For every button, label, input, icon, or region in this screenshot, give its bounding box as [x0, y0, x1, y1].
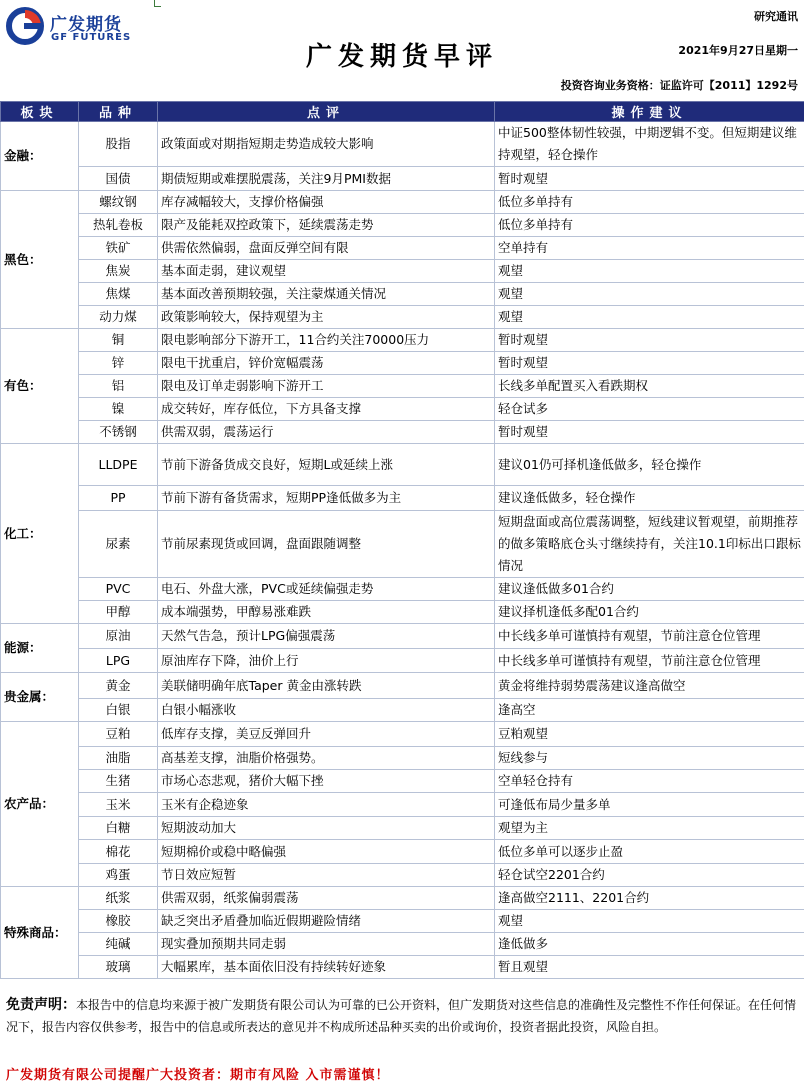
product-cell: 铝 — [79, 375, 158, 398]
advice-cell: 观望 — [495, 283, 804, 306]
sector-cell: 金融： — [1, 122, 79, 191]
table-row — [1, 167, 804, 191]
table-row — [1, 770, 804, 793]
column-header-comment: 点评 — [158, 102, 495, 122]
advice-cell: 观望 — [495, 910, 804, 933]
product-cell: 白糖 — [79, 817, 158, 840]
product-cell: 鸡蛋 — [79, 864, 158, 887]
table-row — [1, 398, 804, 421]
product-cell: 生猪 — [79, 770, 158, 793]
comment-cell: 节前下游备货成交良好，短期L或延续上涨 — [158, 444, 495, 486]
advice-cell: 建议择机逢低多配01合约 — [495, 601, 804, 624]
comment-cell: 基本面走弱，建议观望 — [158, 260, 495, 283]
license-info: 投资咨询业务资格：证监许可【2011】1292号 — [560, 79, 798, 92]
product-cell: 焦煤 — [79, 283, 158, 306]
product-cell: 股指 — [79, 122, 158, 167]
risk-warning: 广发期货有限公司提醒广大投资者：期市有风险 入市需谨慎！ — [6, 1068, 390, 1083]
advice-cell: 逢高空 — [495, 699, 804, 722]
comment-cell: 原油库存下降，油价上行 — [158, 649, 495, 673]
product-cell: 镍 — [79, 398, 158, 421]
comment-cell: 成交转好，库存低位，下方具备支撑 — [158, 398, 495, 421]
comment-cell: 节日效应短暂 — [158, 864, 495, 887]
sector-cell: 能源： — [1, 624, 79, 673]
advice-cell: 低位多单持有 — [495, 191, 804, 214]
product-cell: 橡胶 — [79, 910, 158, 933]
table-row — [1, 864, 804, 887]
comment-cell: 期债短期或难摆脱震荡，关注9月PMI数据 — [158, 167, 495, 191]
table-row — [1, 840, 804, 864]
comment-cell: 供需双弱，震荡运行 — [158, 421, 495, 444]
disclaimer-label: 免责声明： — [6, 997, 76, 1013]
comment-cell: 高基差支撑，油脂价格强势。 — [158, 747, 495, 770]
comment-cell: 美联储明确年底Taper 黄金由涨转跌 — [158, 673, 495, 699]
product-cell: 国债 — [79, 167, 158, 191]
table-row — [1, 237, 804, 260]
table-row — [1, 260, 804, 283]
table-row — [1, 511, 804, 578]
product-cell: 螺纹钢 — [79, 191, 158, 214]
comment-cell: 限电干扰重启，锌价宽幅震荡 — [158, 352, 495, 375]
product-cell: LPG — [79, 649, 158, 673]
column-header-product: 品种 — [79, 102, 158, 122]
table-row — [1, 910, 804, 933]
advice-cell: 短期盘面或高位震荡调整，短线建议暂观望，前期推荐的做多策略底仓头寸继续持有，关注10.1印标出口跟标情况 — [495, 511, 804, 578]
comment-cell: 成本端强势，甲醇易涨难跌 — [158, 601, 495, 624]
table-row — [1, 956, 804, 979]
advice-cell: 建议逢低做多，轻仓操作 — [495, 486, 804, 511]
disclaimer — [6, 994, 800, 1038]
table-row — [1, 444, 804, 486]
advice-cell: 观望 — [495, 260, 804, 283]
table-row — [1, 699, 804, 722]
comment-cell: 库存减幅较大，支撑价格偏强 — [158, 191, 495, 214]
product-cell: 白银 — [79, 699, 158, 722]
sector-cell: 农产品： — [1, 722, 79, 887]
table-row — [1, 375, 804, 398]
table-row — [1, 649, 804, 673]
table-row — [1, 887, 804, 910]
comment-cell: 缺乏突出矛盾叠加临近假期避险情绪 — [158, 910, 495, 933]
advice-cell: 豆粕观望 — [495, 722, 804, 747]
advice-cell: 观望 — [495, 306, 804, 329]
column-header-sector: 板块 — [1, 102, 79, 122]
product-cell: 油脂 — [79, 747, 158, 770]
comment-cell: 现实叠加预期共同走弱 — [158, 933, 495, 956]
product-cell: PVC — [79, 578, 158, 601]
advice-cell: 逢高做空2111、2201合约 — [495, 887, 804, 910]
disclaimer-text: 本报告中的信息均来源于被广发期货有限公司认为可靠的已公开资料，但广发期货对这些信息的准确性及完整性不作任何保证。在任何情况下，报告内容仅供参考，报告中的信息或所表达的意见并不构成所述品种买卖的出价或询价，投资者据此投资，风险自担。 — [6, 998, 797, 1034]
comment-cell: 供需依然偏弱，盘面反弹空间有限 — [158, 237, 495, 260]
table-row — [1, 747, 804, 770]
product-cell: 热轧卷板 — [79, 214, 158, 237]
comment-cell: 玉米有企稳迹象 — [158, 793, 495, 817]
advice-cell: 可逢低布局少量多单 — [495, 793, 804, 817]
product-cell: LLDPE — [79, 444, 158, 486]
table-row — [1, 817, 804, 840]
table-row — [1, 283, 804, 306]
product-cell: 动力煤 — [79, 306, 158, 329]
product-cell: PP — [79, 486, 158, 511]
sector-cell: 贵金属： — [1, 673, 79, 722]
comment-cell: 政策影响较大，保持观望为主 — [158, 306, 495, 329]
product-cell: 纸浆 — [79, 887, 158, 910]
advice-cell: 短线参与 — [495, 747, 804, 770]
comment-cell: 白银小幅涨收 — [158, 699, 495, 722]
advice-cell: 暂时观望 — [495, 352, 804, 375]
advice-cell: 建议01仍可择机逢低做多，轻仓操作 — [495, 444, 804, 486]
table-header-row — [1, 102, 804, 122]
advice-cell: 轻仓试多 — [495, 398, 804, 421]
corner-mark — [154, 0, 161, 7]
product-cell: 原油 — [79, 624, 158, 649]
sector-cell: 化工： — [1, 444, 79, 624]
table-row — [1, 352, 804, 375]
sector-cell: 黑色： — [1, 191, 79, 329]
advice-cell: 暂且观望 — [495, 956, 804, 979]
report-date: 2021年9月27日星期一 — [678, 44, 798, 57]
product-cell: 甲醇 — [79, 601, 158, 624]
advice-cell: 中长线多单可谨慎持有观望，节前注意仓位管理 — [495, 649, 804, 673]
advice-cell: 轻仓试空2201合约 — [495, 864, 804, 887]
sector-cell: 特殊商品： — [1, 887, 79, 979]
table-row — [1, 793, 804, 817]
product-cell: 锌 — [79, 352, 158, 375]
product-cell: 纯碱 — [79, 933, 158, 956]
comment-cell: 节前尿素现货或回调，盘面跟随调整 — [158, 511, 495, 578]
product-cell: 铜 — [79, 329, 158, 352]
page-title: 广发期货早评 — [305, 42, 498, 72]
table-row — [1, 214, 804, 237]
table-row — [1, 306, 804, 329]
product-cell: 尿素 — [79, 511, 158, 578]
comment-cell: 天然气告急，预计LPG偏强震荡 — [158, 624, 495, 649]
table-row — [1, 122, 804, 167]
product-cell: 黄金 — [79, 673, 158, 699]
table-row — [1, 673, 804, 699]
table-row — [1, 486, 804, 511]
advice-cell: 低位多单可以逐步止盈 — [495, 840, 804, 864]
advice-cell: 暂时观望 — [495, 329, 804, 352]
advice-cell: 逢低做多 — [495, 933, 804, 956]
advice-cell: 暂时观望 — [495, 167, 804, 191]
product-cell: 铁矿 — [79, 237, 158, 260]
logo-english-name: GF FUTURES — [51, 32, 132, 43]
comment-cell: 政策面或对期指短期走势造成较大影响 — [158, 122, 495, 167]
comment-cell: 限电影响部分下游开工，11合约关注70000压力 — [158, 329, 495, 352]
sector-cell: 有色： — [1, 329, 79, 444]
comment-cell: 限电及订单走弱影响下游开工 — [158, 375, 495, 398]
table-row — [1, 191, 804, 214]
product-cell: 玉米 — [79, 793, 158, 817]
commentary-table — [0, 101, 804, 979]
product-cell: 棉花 — [79, 840, 158, 864]
logo-chinese-name: 广发期货 — [50, 15, 122, 35]
comment-cell: 节前下游有备货需求，短期PP逢低做多为主 — [158, 486, 495, 511]
comment-cell: 大幅累库，基本面依旧没有持续转好迹象 — [158, 956, 495, 979]
table-row — [1, 329, 804, 352]
comment-cell: 市场心态悲观，猪价大幅下挫 — [158, 770, 495, 793]
advice-cell: 中长线多单可谨慎持有观望，节前注意仓位管理 — [495, 624, 804, 649]
advice-cell: 暂时观望 — [495, 421, 804, 444]
advice-cell: 中证500整体韧性较强，中期逻辑不变。但短期建议维持观望，轻仓操作 — [495, 122, 804, 167]
advice-cell: 建议逢低做多01合约 — [495, 578, 804, 601]
advice-cell: 黄金将维持弱势震荡建议逢高做空 — [495, 673, 804, 699]
comment-cell: 短期棉价或稳中略偏强 — [158, 840, 495, 864]
table-row — [1, 933, 804, 956]
column-header-advice: 操作建议 — [495, 102, 804, 122]
table-row — [1, 578, 804, 601]
comment-cell: 电石、外盘大涨，PVC或延续偏强走势 — [158, 578, 495, 601]
table-body — [1, 122, 804, 979]
table-row — [1, 421, 804, 444]
comment-cell: 限产及能耗双控政策下，延续震荡走势 — [158, 214, 495, 237]
table-row — [1, 601, 804, 624]
product-cell: 焦炭 — [79, 260, 158, 283]
product-cell: 玻璃 — [79, 956, 158, 979]
table-row — [1, 722, 804, 747]
comment-cell: 低库存支撑，美豆反弹回升 — [158, 722, 495, 747]
advice-cell: 空单持有 — [495, 237, 804, 260]
table-row — [1, 624, 804, 649]
advice-cell: 观望为主 — [495, 817, 804, 840]
product-cell: 豆粕 — [79, 722, 158, 747]
advice-cell: 低位多单持有 — [495, 214, 804, 237]
comment-cell: 短期波动加大 — [158, 817, 495, 840]
comment-cell: 供需双弱，纸浆偏弱震荡 — [158, 887, 495, 910]
report-type: 研究通讯 — [754, 10, 798, 23]
advice-cell: 长线多单配置买入看跌期权 — [495, 375, 804, 398]
comment-cell: 基本面改善预期较强，关注蒙煤通关情况 — [158, 283, 495, 306]
advice-cell: 空单轻仓持有 — [495, 770, 804, 793]
product-cell: 不锈钢 — [79, 421, 158, 444]
